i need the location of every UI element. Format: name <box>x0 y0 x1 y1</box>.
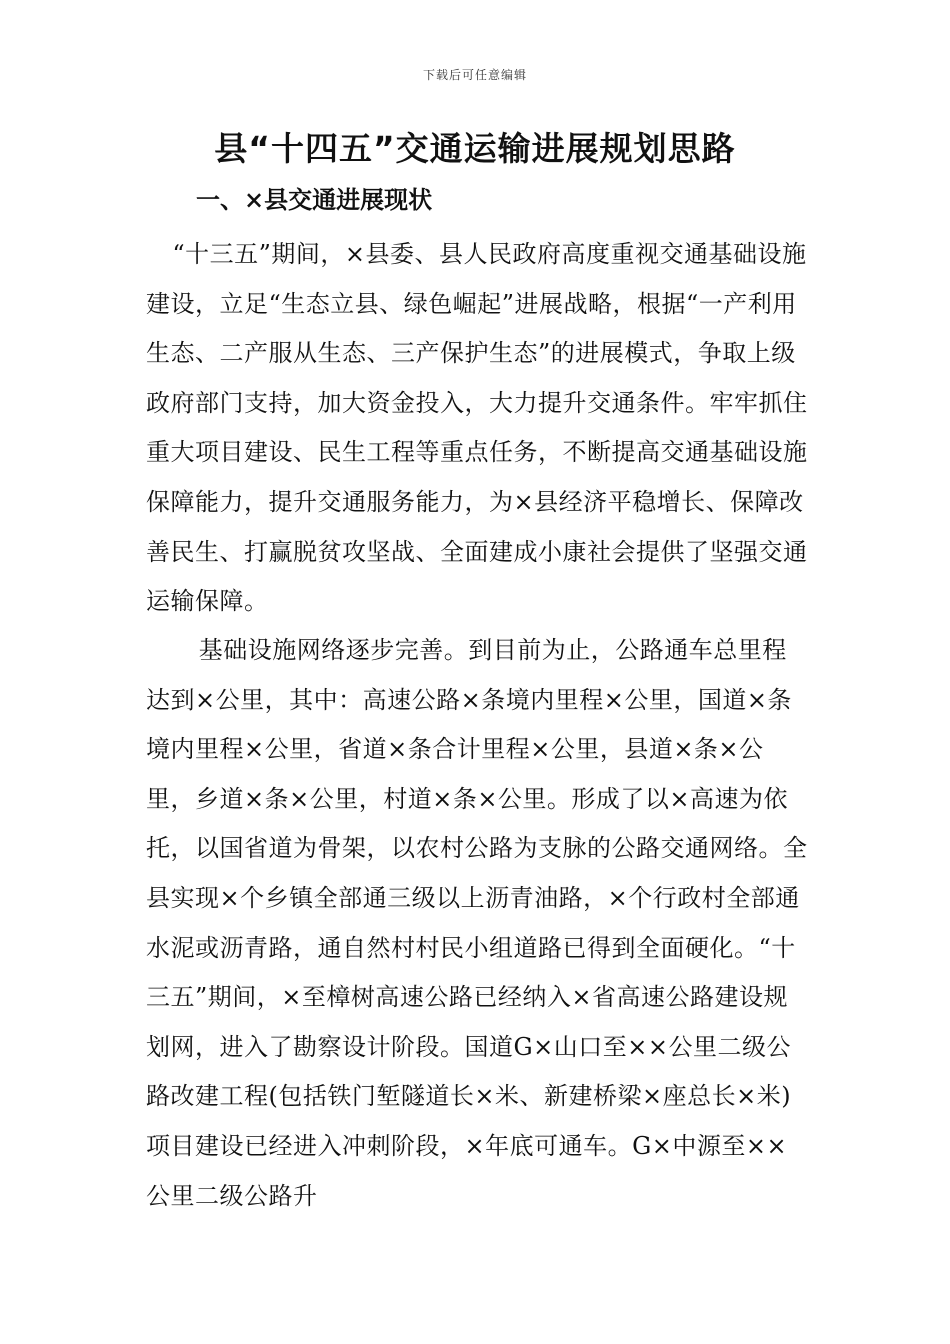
document-title: 县“十四五”交通运输进展规划思路 <box>214 129 736 168</box>
paragraph-infrastructure: 基础设施网络逐步完善。到目前为止，公路通车总里程达到×公里，其中：高速公路×条境内里程×公里，国道×条境内里程×公里，省道×条合计里程×公里，县道×条×公里，乡道×条×公里，村道×条×公里。形成了以×高速为依托，以国省道为骨架，以农村公路为支脉的公路交通网络。全县实现×个乡镇全部通三级以上沥青油路，×个行政村全部通水泥或沥青路，通自然村村民小组道路已得到全面硬化。“十三五”期间，×至樟树高速公路已经纳入×省高速公路建设规划网，进入了勘察设计阶段。国道G×山口至××公里二级公路改建工程(包括铁门堑隧道长×米、新建桥梁×座总长×米)项目建设已经进入冲刺阶段，×年底可通车。G×中源至××公里二级公路升 <box>146 636 808 1210</box>
paragraph-overview: “十三五”期间，×县委、县人民政府高度重视交通基础设施建设，立足“生态立县、绿色崛起”进展战略，根据“一产利用生态、二产服从生态、三产保护生态”的进展模式，争取上级政府部门支持，加大资金投入，大力提升交通条件。牢牢抓住重大项目建设、民生工程等重点任务，不断提高交通基础设施保障能力，提升交通服务能力，为×县经济平稳增长、保障改善民生、打赢脱贫攻坚战、全面建成小康社会提供了坚强交通运输保障。 <box>146 240 808 616</box>
page-header-note: 下载后可任意编辑 <box>422 68 527 82</box>
section-heading: 一、×县交通进展现状 <box>196 185 433 214</box>
